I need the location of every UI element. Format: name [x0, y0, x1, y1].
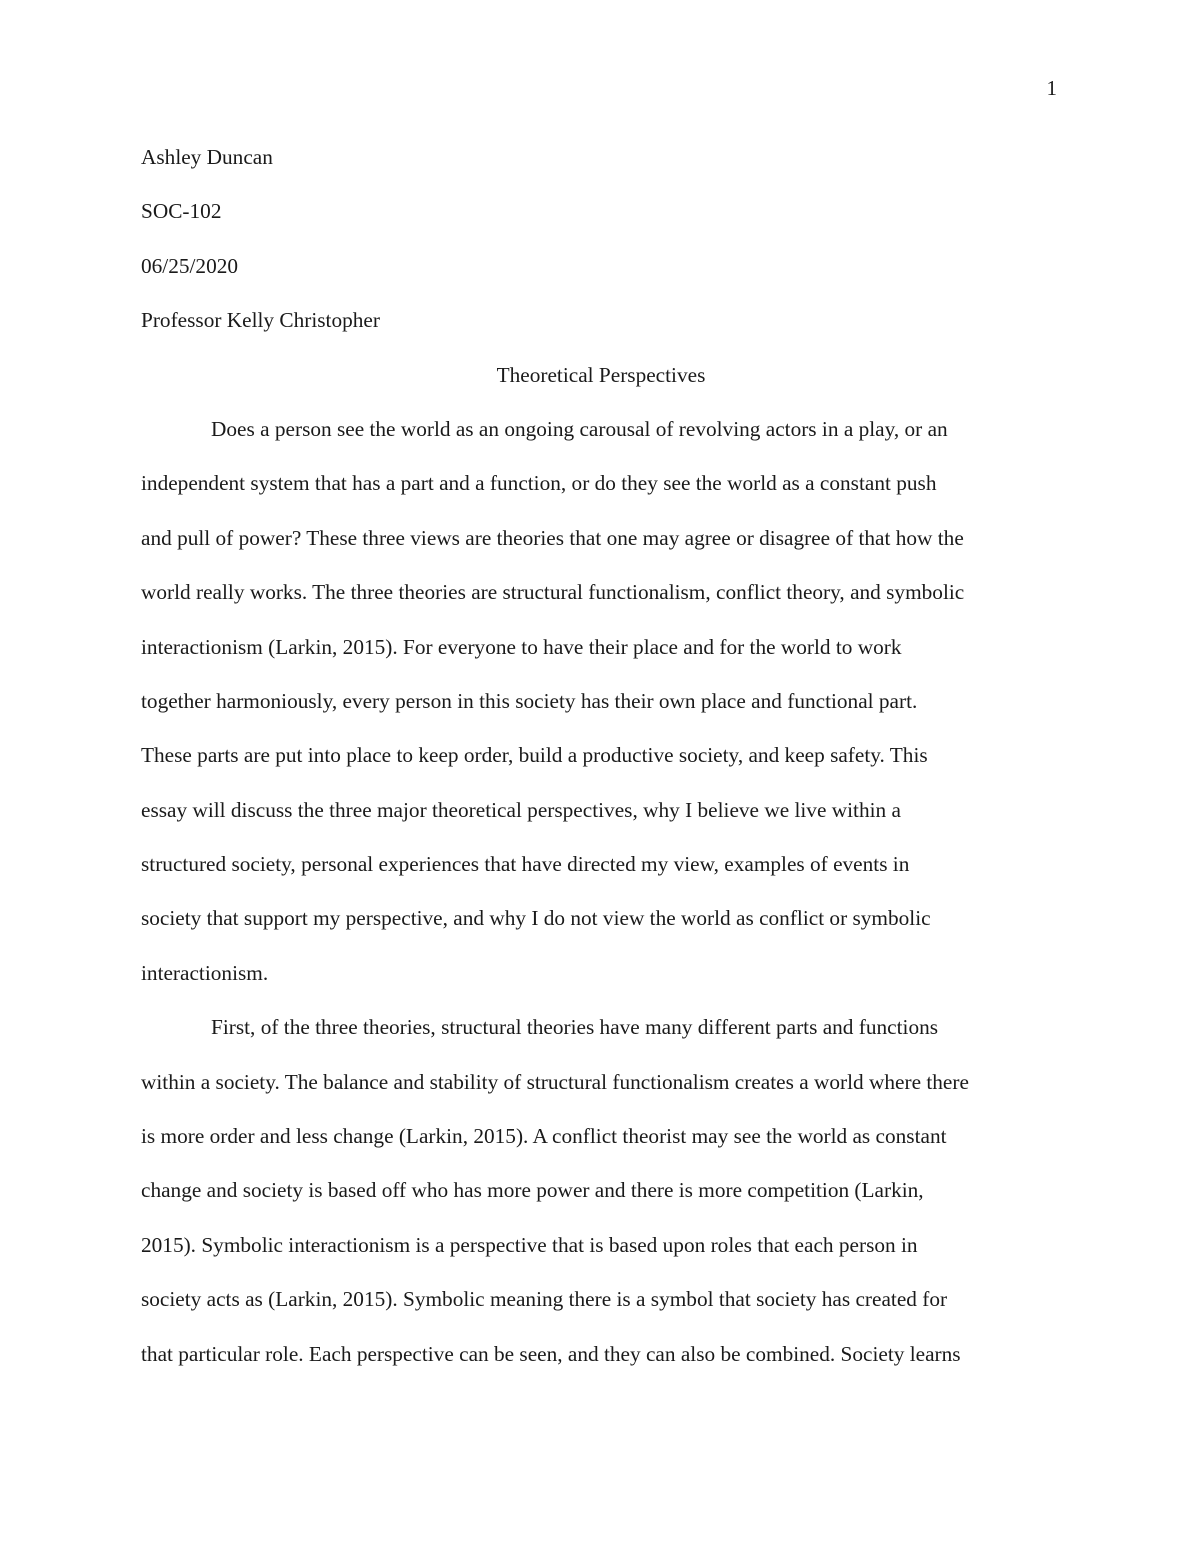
- paragraph-line: essay will discuss the three major theoretical perspectives, why I believe we live within a: [141, 797, 901, 822]
- paragraph-line: is more order and less change (Larkin, 2015). A conflict theorist may see the world as constant: [141, 1124, 947, 1149]
- paragraph-line: 2015). Symbolic interactionism is a perspective that is based upon roles that each person in: [141, 1232, 918, 1257]
- submission-date: 06/25/2020: [141, 253, 239, 278]
- essay-title: Theoretical Perspectives: [496, 362, 706, 387]
- paragraph-line: These parts are put into place to keep order, build a productive society, and keep safety. This: [141, 743, 928, 768]
- page-number: 1: [1046, 76, 1057, 100]
- author-name: Ashley Duncan: [141, 145, 273, 169]
- paragraph-line: independent system that has a part and a function, or do they see the world as a constant push: [141, 471, 937, 496]
- paragraph-line: society acts as (Larkin, 2015). Symbolic meaning there is a symbol that society has created for: [141, 1287, 948, 1312]
- paragraph-line: together harmoniously, every person in this society has their own place and functional part.: [141, 688, 918, 713]
- paragraph-line: society that support my perspective, and why I do not view the world as conflict or symbolic: [141, 906, 931, 931]
- paragraph-line: First, of the three theories, structural theories have many different parts and functions: [211, 1015, 939, 1040]
- document-body: [141, 143, 1061, 1394]
- paragraph-line: interactionism (Larkin, 2015). For everyone to have their place and for the world to work: [141, 634, 902, 659]
- paragraph-line: that particular role. Each perspective can be seen, and they can also be combined. Society learns: [141, 1341, 961, 1366]
- course-code: SOC-102: [141, 199, 222, 224]
- professor-name: Professor Kelly Christopher: [141, 308, 380, 333]
- paragraph-line: world really works. The three theories are structural functionalism, conflict theory, and symbolic: [141, 580, 965, 605]
- paragraph-line: and pull of power? These three views are theories that one may agree or disagree of that how the: [141, 525, 964, 550]
- paragraph-line: Does a person see the world as an ongoing carousal of revolving actors in a play, or an: [211, 416, 948, 441]
- paragraph-line: interactionism.: [141, 960, 269, 985]
- paragraph-1: [141, 415, 1061, 1013]
- paragraph-line: change and society is based off who has more power and there is more competition (Larkin,: [141, 1178, 924, 1203]
- paragraph-2: [141, 1013, 1061, 1394]
- paragraph-line: structured society, personal experiences that have directed my view, examples of events in: [141, 852, 910, 877]
- paragraph-line: within a society. The balance and stability of structural functionalism creates a world where there: [141, 1069, 969, 1094]
